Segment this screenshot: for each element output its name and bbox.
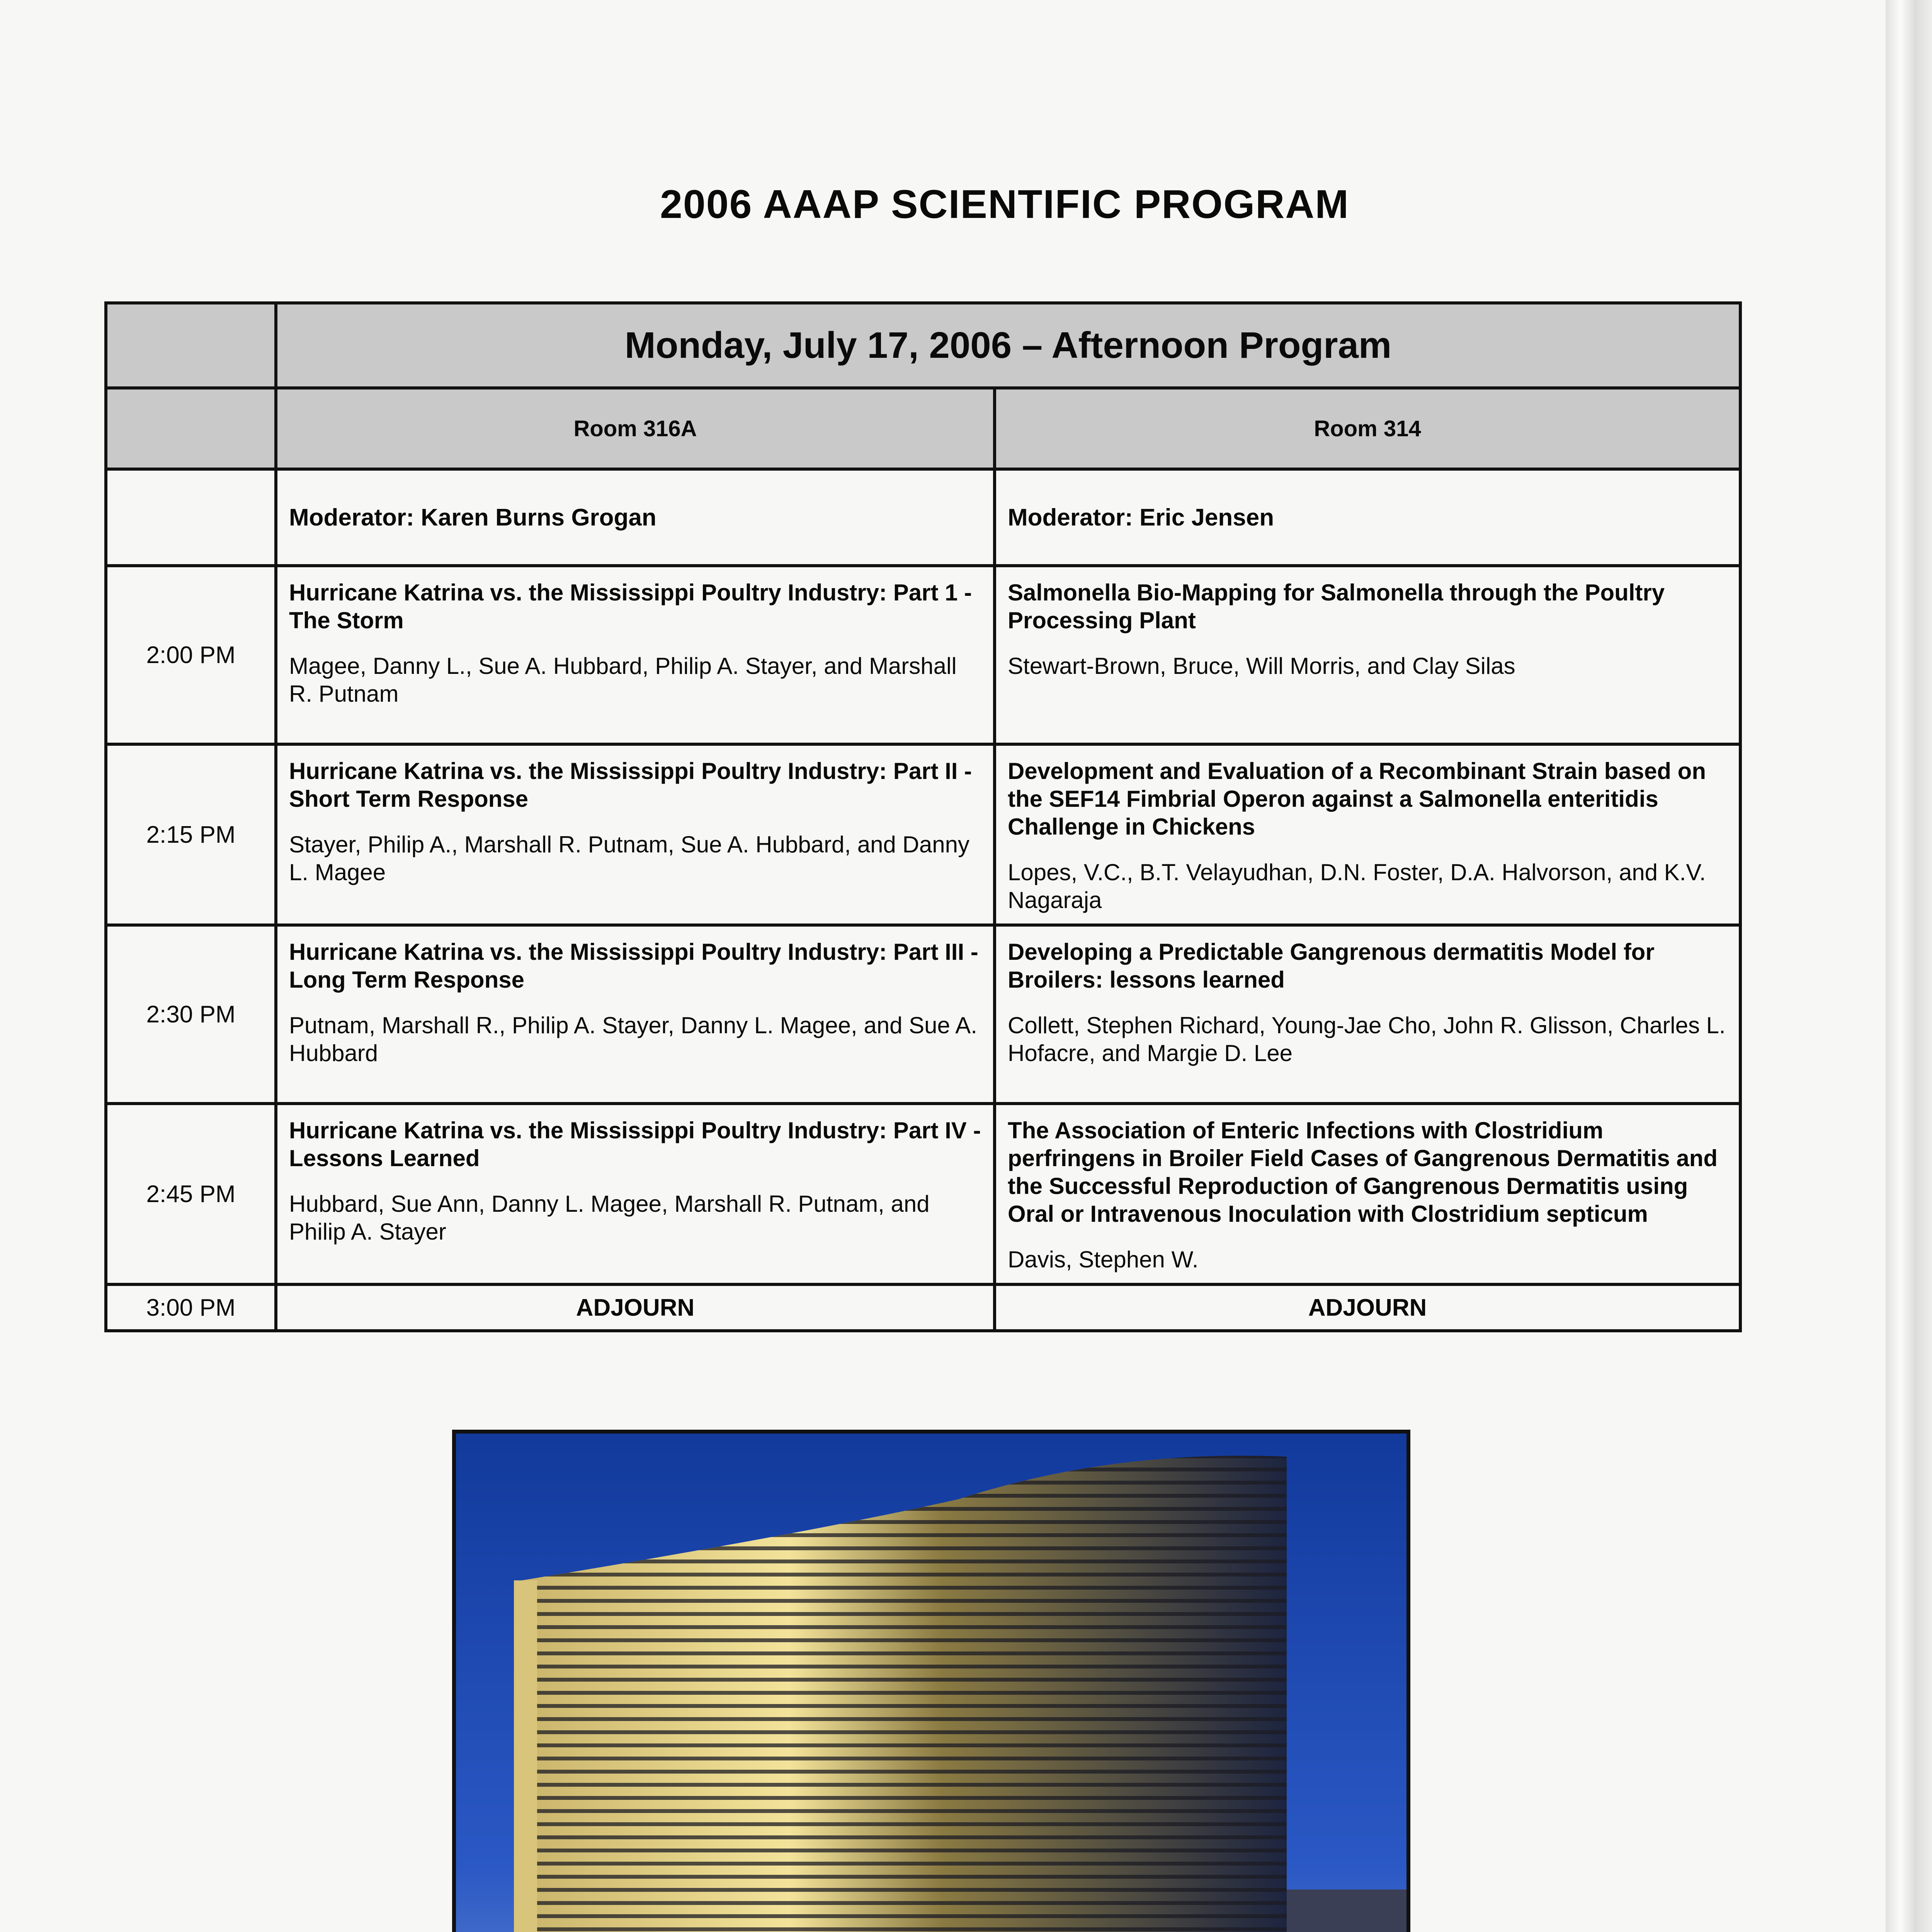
session-room-316a — [276, 925, 995, 1104]
session-time: 2:15 PM — [106, 744, 276, 925]
session-row — [106, 1104, 1740, 1284]
adjourn-row — [106, 1284, 1740, 1331]
moderator-room-314: Moderator: Eric Jensen — [995, 469, 1740, 566]
session-room-316a — [276, 744, 995, 925]
session-room-316a — [276, 1104, 995, 1284]
session-room-314 — [995, 1104, 1740, 1284]
talk-authors: Stayer, Philip A., Marshall R. Putnam, Sue A. Hubbard, and Danny L. Magee — [289, 832, 969, 885]
session-room-316a — [276, 566, 995, 744]
session-room-314 — [995, 925, 1740, 1104]
room-header-row — [106, 388, 1740, 469]
session-row — [106, 744, 1740, 925]
talk-authors: Magee, Danny L., Sue A. Hubbard, Philip A. Stayer, and Marshall R. Putnam — [289, 653, 957, 707]
moderator-room-316a: Moderator: Karen Burns Grogan — [276, 469, 995, 566]
talk-authors: Putnam, Marshall R., Philip A. Stayer, Danny L. Magee, and Sue A. Hubbard — [289, 1012, 977, 1066]
program-title-row — [106, 303, 1740, 388]
talk-title: Hurricane Katrina vs. the Mississippi Poultry Industry: Part II - Short Term Response — [289, 758, 972, 812]
hotel-photo — [452, 1430, 1410, 1932]
talk-authors: Lopes, V.C., B.T. Velayudhan, D.N. Foster, D.A. Halvorson, and K.V. Nagaraja — [1008, 859, 1706, 913]
stacked-page-edges — [1886, 0, 1932, 1932]
session-row — [106, 566, 1740, 744]
document-title: 2006 AAAP SCIENTIFIC PROGRAM — [660, 182, 1349, 227]
talk-authors: Hubbard, Sue Ann, Danny L. Magee, Marshall R. Putnam, and Philip A. Stayer — [289, 1191, 930, 1245]
session-room-314 — [995, 744, 1740, 925]
program-day-title: Monday, July 17, 2006 – Afternoon Program — [276, 303, 1740, 388]
title-time-blank — [106, 303, 276, 388]
talk-title: Hurricane Katrina vs. the Mississippi Poultry Industry: Part 1 - The Storm — [289, 580, 972, 633]
room-316a-header: Room 316A — [276, 388, 995, 469]
program-table — [104, 301, 1742, 1332]
session-room-314 — [995, 566, 1740, 744]
side-building — [1287, 1889, 1406, 1932]
talk-title: Development and Evaluation of a Recombinant Strain based on the SEF14 Fimbrial Operon against a Salmonella enteritidis Challenge in Chickens — [1008, 758, 1706, 840]
talk-title: Hurricane Katrina vs. the Mississippi Poultry Industry: Part IV - Lessons Learned — [289, 1117, 981, 1171]
talk-title: Developing a Predictable Gangrenous dermatitis Model for Broilers: lessons learned — [1008, 939, 1655, 993]
adjourn-time: 3:00 PM — [106, 1284, 276, 1331]
adjourn-room-316a: ADJOURN — [276, 1284, 995, 1331]
talk-title: Salmonella Bio-Mapping for Salmonella through the Poultry Processing Plant — [1008, 580, 1665, 633]
room-314-header: Room 314 — [995, 388, 1740, 469]
session-row — [106, 925, 1740, 1104]
talk-title: Hurricane Katrina vs. the Mississippi Poultry Industry: Part III - Long Term Response — [289, 939, 978, 993]
talk-authors: Collett, Stephen Richard, Young-Jae Cho, John R. Glisson, Charles L. Hofacre, and Margie D. Lee — [1008, 1012, 1726, 1066]
room-time-blank — [106, 388, 276, 469]
talk-title: The Association of Enteric Infections with Clostridium perfringens in Broiler Field Cases of Gangrenous Dermatitis and the Successful Reproduction of Gangrenous Dermatitis using Oral or Intravenous Inoculation with Clostridium septicum — [1008, 1117, 1718, 1227]
adjourn-room-314: ADJOURN — [995, 1284, 1740, 1331]
moderator-time-blank — [106, 469, 276, 566]
hotel-illustration — [456, 1434, 1406, 1932]
session-time: 2:45 PM — [106, 1104, 276, 1284]
talk-authors: Davis, Stephen W. — [1008, 1247, 1199, 1272]
moderator-row — [106, 469, 1740, 566]
tower-edge — [514, 1580, 537, 1932]
session-time: 2:30 PM — [106, 925, 276, 1104]
session-time: 2:00 PM — [106, 566, 276, 744]
talk-authors: Stewart-Brown, Bruce, Will Morris, and Clay Silas — [1008, 653, 1515, 679]
